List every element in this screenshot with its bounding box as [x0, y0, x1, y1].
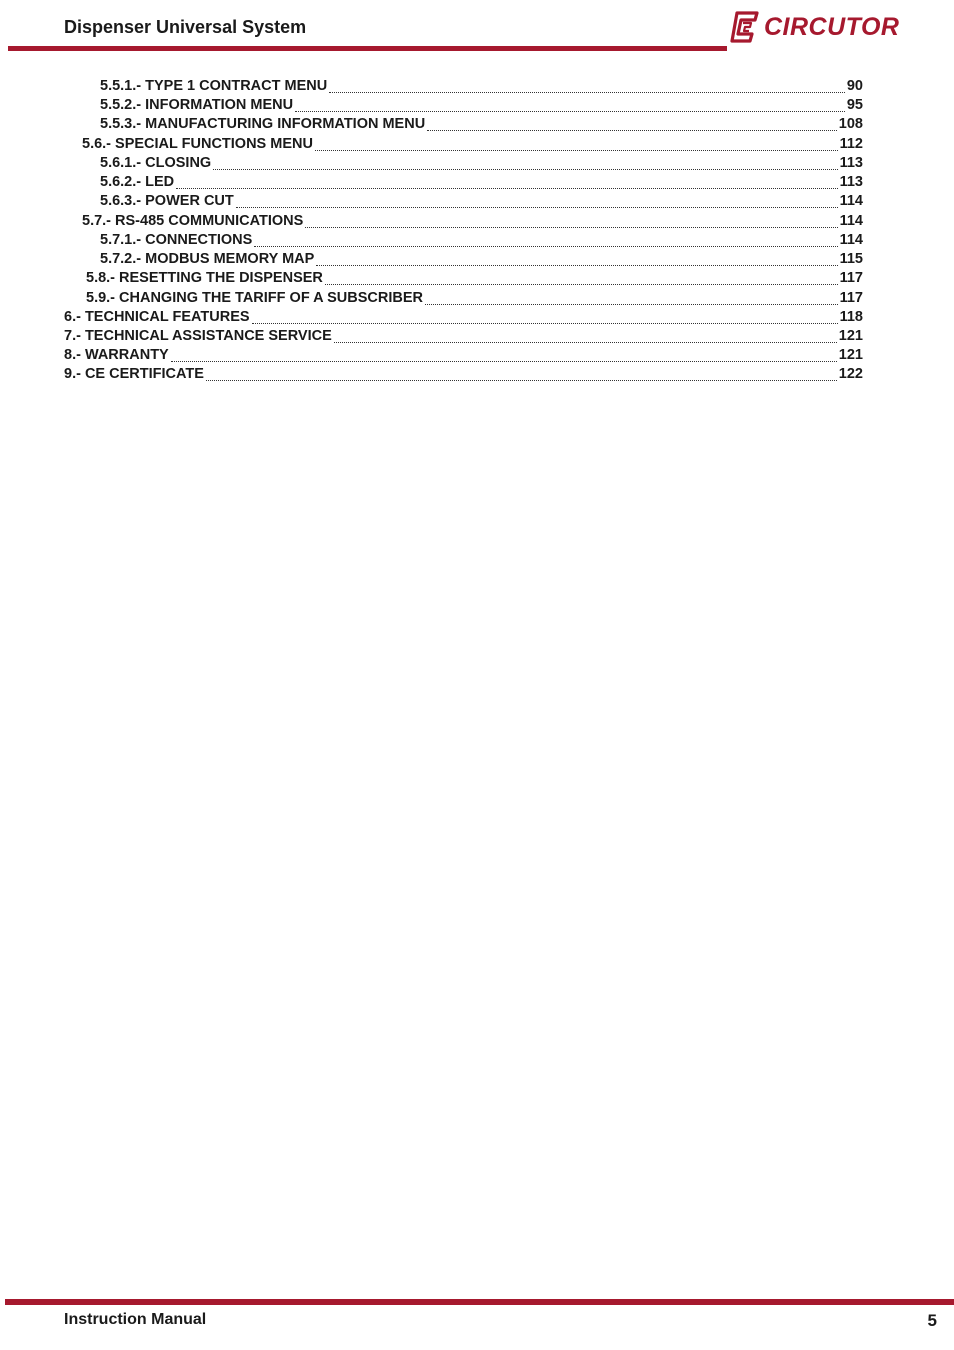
toc-leader: [427, 130, 837, 131]
toc-entry[interactable]: [100, 97, 863, 116]
toc-entry-label: 7.- TECHNICAL ASSISTANCE SERVICE: [64, 328, 332, 344]
toc-entry-label: 5.6.3.- POWER CUT: [100, 193, 234, 209]
toc-entry-label: 5.9.- CHANGING THE TARIFF OF A SUBSCRIBER: [86, 290, 423, 306]
toc-entry-page: 114: [839, 232, 863, 248]
footer-divider: [5, 1299, 954, 1305]
toc-leader: [171, 361, 837, 362]
toc-entry-page: 113: [839, 174, 863, 190]
toc-entry[interactable]: [86, 290, 863, 309]
toc-entry-label: 5.7.1.- CONNECTIONS: [100, 232, 253, 248]
toc-leader: [236, 207, 838, 208]
toc-entry[interactable]: [64, 309, 863, 328]
toc-entry-label: 5.5.1.- TYPE 1 CONTRACT MENU: [100, 78, 328, 94]
toc-entry[interactable]: [64, 328, 863, 347]
header-divider: [8, 46, 727, 51]
toc-entry-label: 5.6.2.- LED: [100, 174, 175, 190]
toc-entry[interactable]: [82, 136, 863, 155]
toc-entry-label: 5.6.- SPECIAL FUNCTIONS MENU: [82, 136, 313, 152]
toc-leader: [254, 246, 837, 247]
toc-entry-page: 117: [839, 290, 863, 306]
toc-leader: [206, 380, 837, 381]
toc-entry-page: 121: [838, 328, 863, 344]
toc-entry-page: 114: [839, 193, 863, 209]
circutor-logo: [730, 9, 899, 45]
toc-entry-page: 118: [839, 309, 863, 325]
page-number: 5: [927, 1311, 937, 1330]
toc-entry-label: 9.- CE CERTIFICATE: [64, 366, 204, 382]
toc-entry[interactable]: [82, 213, 863, 232]
toc-leader: [295, 111, 845, 112]
toc-entry[interactable]: [100, 193, 863, 212]
manual-label: Instruction Manual: [64, 1311, 207, 1328]
toc-entry-page: 115: [839, 251, 863, 267]
toc-leader: [425, 304, 838, 305]
toc-entry-page: 108: [838, 116, 863, 132]
toc-entry[interactable]: [100, 116, 863, 135]
toc-leader: [213, 169, 837, 170]
toc-entry[interactable]: [64, 347, 863, 366]
toc-leader: [316, 265, 837, 266]
toc-entry-label: 5.8.- RESETTING THE DISPENSER: [86, 270, 323, 286]
toc-entry-label: 5.5.2.- INFORMATION MENU: [100, 97, 294, 113]
toc-entry-page: 117: [839, 270, 863, 286]
toc-entry[interactable]: [100, 78, 863, 97]
toc-leader: [305, 227, 837, 228]
toc-entry-page: 95: [846, 97, 863, 113]
toc-leader: [334, 342, 837, 343]
toc-entry-label: 5.7.- RS-485 COMMUNICATIONS: [82, 213, 304, 229]
toc-leader: [176, 188, 837, 189]
toc-entry-page: 113: [839, 155, 863, 171]
toc-entry[interactable]: [86, 270, 863, 289]
toc-entry[interactable]: [100, 232, 863, 251]
toc-leader: [252, 323, 838, 324]
toc-entry-label: 8.- WARRANTY: [64, 347, 169, 363]
toc-leader: [329, 92, 845, 93]
toc-entry-label: 5.6.1.- CLOSING: [100, 155, 212, 171]
toc-leader: [325, 284, 838, 285]
toc-entry-label: 5.5.3.- MANUFACTURING INFORMATION MENU: [100, 116, 426, 132]
toc-entry[interactable]: [64, 366, 863, 385]
logo-wordmark: CIRCUTOR: [764, 12, 900, 41]
toc-entry-page: 121: [838, 347, 863, 363]
toc-entry-page: 114: [839, 213, 863, 229]
circutor-logo-mark-icon: [730, 11, 760, 43]
toc-entry[interactable]: [100, 251, 863, 270]
toc-entry[interactable]: [100, 174, 863, 193]
toc-entry[interactable]: [100, 155, 863, 174]
toc-entry-label: 5.7.2.- MODBUS MEMORY MAP: [100, 251, 315, 267]
toc-entry-page: 90: [846, 78, 863, 94]
toc-leader: [315, 150, 838, 151]
toc-entry-page: 112: [839, 136, 863, 152]
toc-entry-page: 122: [838, 366, 863, 382]
toc-entry-label: 6.- TECHNICAL FEATURES: [64, 309, 250, 325]
document-title: Dispenser Universal System: [64, 17, 307, 37]
